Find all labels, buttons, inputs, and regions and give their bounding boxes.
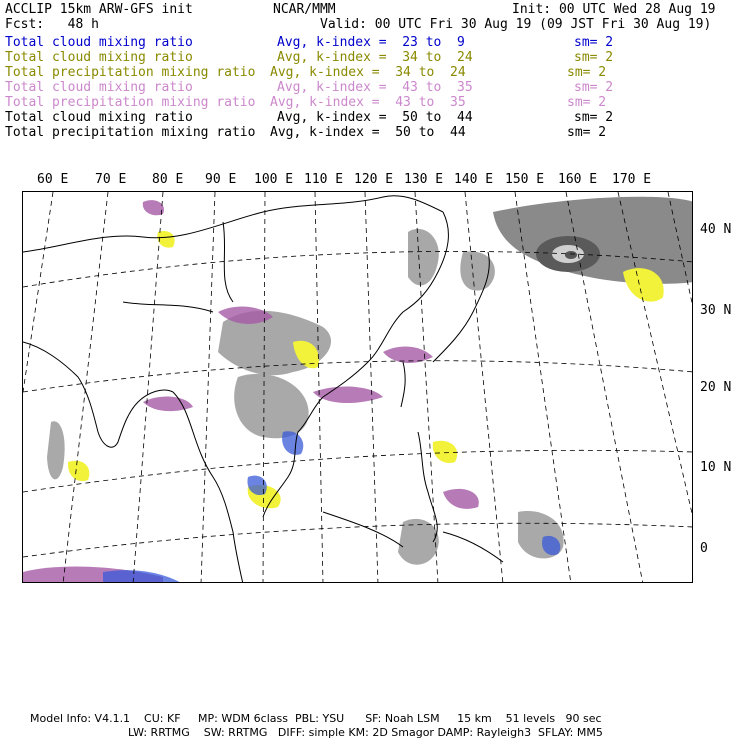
forecast-hour: Fcst: 48 h [5,17,99,32]
legend-sm: sm= 2 [567,95,607,110]
legend-field: Total cloud mixing ratio [5,110,193,125]
legend-sm: sm= 2 [574,50,614,65]
legend-field: Total cloud mixing ratio [5,80,193,95]
model-physics-line: LW: RRTMG SW: RRTMG DIFF: simple KM: 2D Smagor DAMP: Rayleigh3 SFLAY: MM5 [128,726,603,739]
legend-sm: sm= 2 [574,35,614,50]
lat-label: 20 N [700,380,732,395]
cyclone-swirl [493,197,693,284]
lon-label: 160 E [558,172,598,187]
forecast-map [22,191,693,583]
lon-label: 170 E [612,172,652,187]
legend-avg: Avg, k-index = 43 to 35 [270,95,466,110]
lon-label: 140 E [454,172,494,187]
lat-label: 0 [700,541,708,556]
lat-label: 30 N [700,303,732,318]
legend-sm: sm= 2 [574,80,614,95]
lon-label: 90 E [205,172,237,187]
lon-label: 130 E [404,172,444,187]
legend-avg: Avg, k-index = 23 to 9 [277,35,465,50]
lon-label: 80 E [152,172,184,187]
legend-field: Total precipitation mixing ratio [5,95,256,110]
legend-field: Total cloud mixing ratio [5,35,193,50]
cloud-field-gray [47,229,564,565]
legend-sm: sm= 2 [567,65,607,80]
cloud-field-blue [103,431,560,583]
init-time: Init: 00 UTC Wed 28 Aug 19 [512,2,716,17]
map-canvas [23,192,693,583]
lon-label: 70 E [95,172,127,187]
legend-avg: Avg, k-index = 50 to 44 [270,125,466,140]
lon-label: 120 E [354,172,394,187]
lon-label: 110 E [304,172,344,187]
model-title: ACCLIP 15km ARW-GFS init [5,2,193,17]
legend-avg: Avg, k-index = 34 to 24 [277,50,473,65]
legend-field: Total cloud mixing ratio [5,50,193,65]
lat-label: 40 N [700,222,732,237]
lat-label: 10 N [700,460,732,475]
organization-label: NCAR/MMM [273,2,336,17]
lon-label: 100 E [254,172,294,187]
legend-sm: sm= 2 [567,125,607,140]
lon-label: 150 E [505,172,545,187]
model-info-line: Model Info: V4.1.1 CU: KF MP: WDM 6class PBL: YSU SF: Noah LSM 15 km 51 levels 90 sec [30,712,602,725]
legend-field: Total precipitation mixing ratio [5,125,256,140]
lon-label: 60 E [37,172,69,187]
legend-avg: Avg, k-index = 50 to 44 [277,110,473,125]
legend-avg: Avg, k-index = 34 to 24 [270,65,466,80]
legend-avg: Avg, k-index = 43 to 35 [277,80,473,95]
legend-sm: sm= 2 [574,110,614,125]
valid-time: Valid: 00 UTC Fri 30 Aug 19 (09 JST Fri 30 Aug 19) [320,17,712,32]
legend-field: Total precipitation mixing ratio [5,65,256,80]
